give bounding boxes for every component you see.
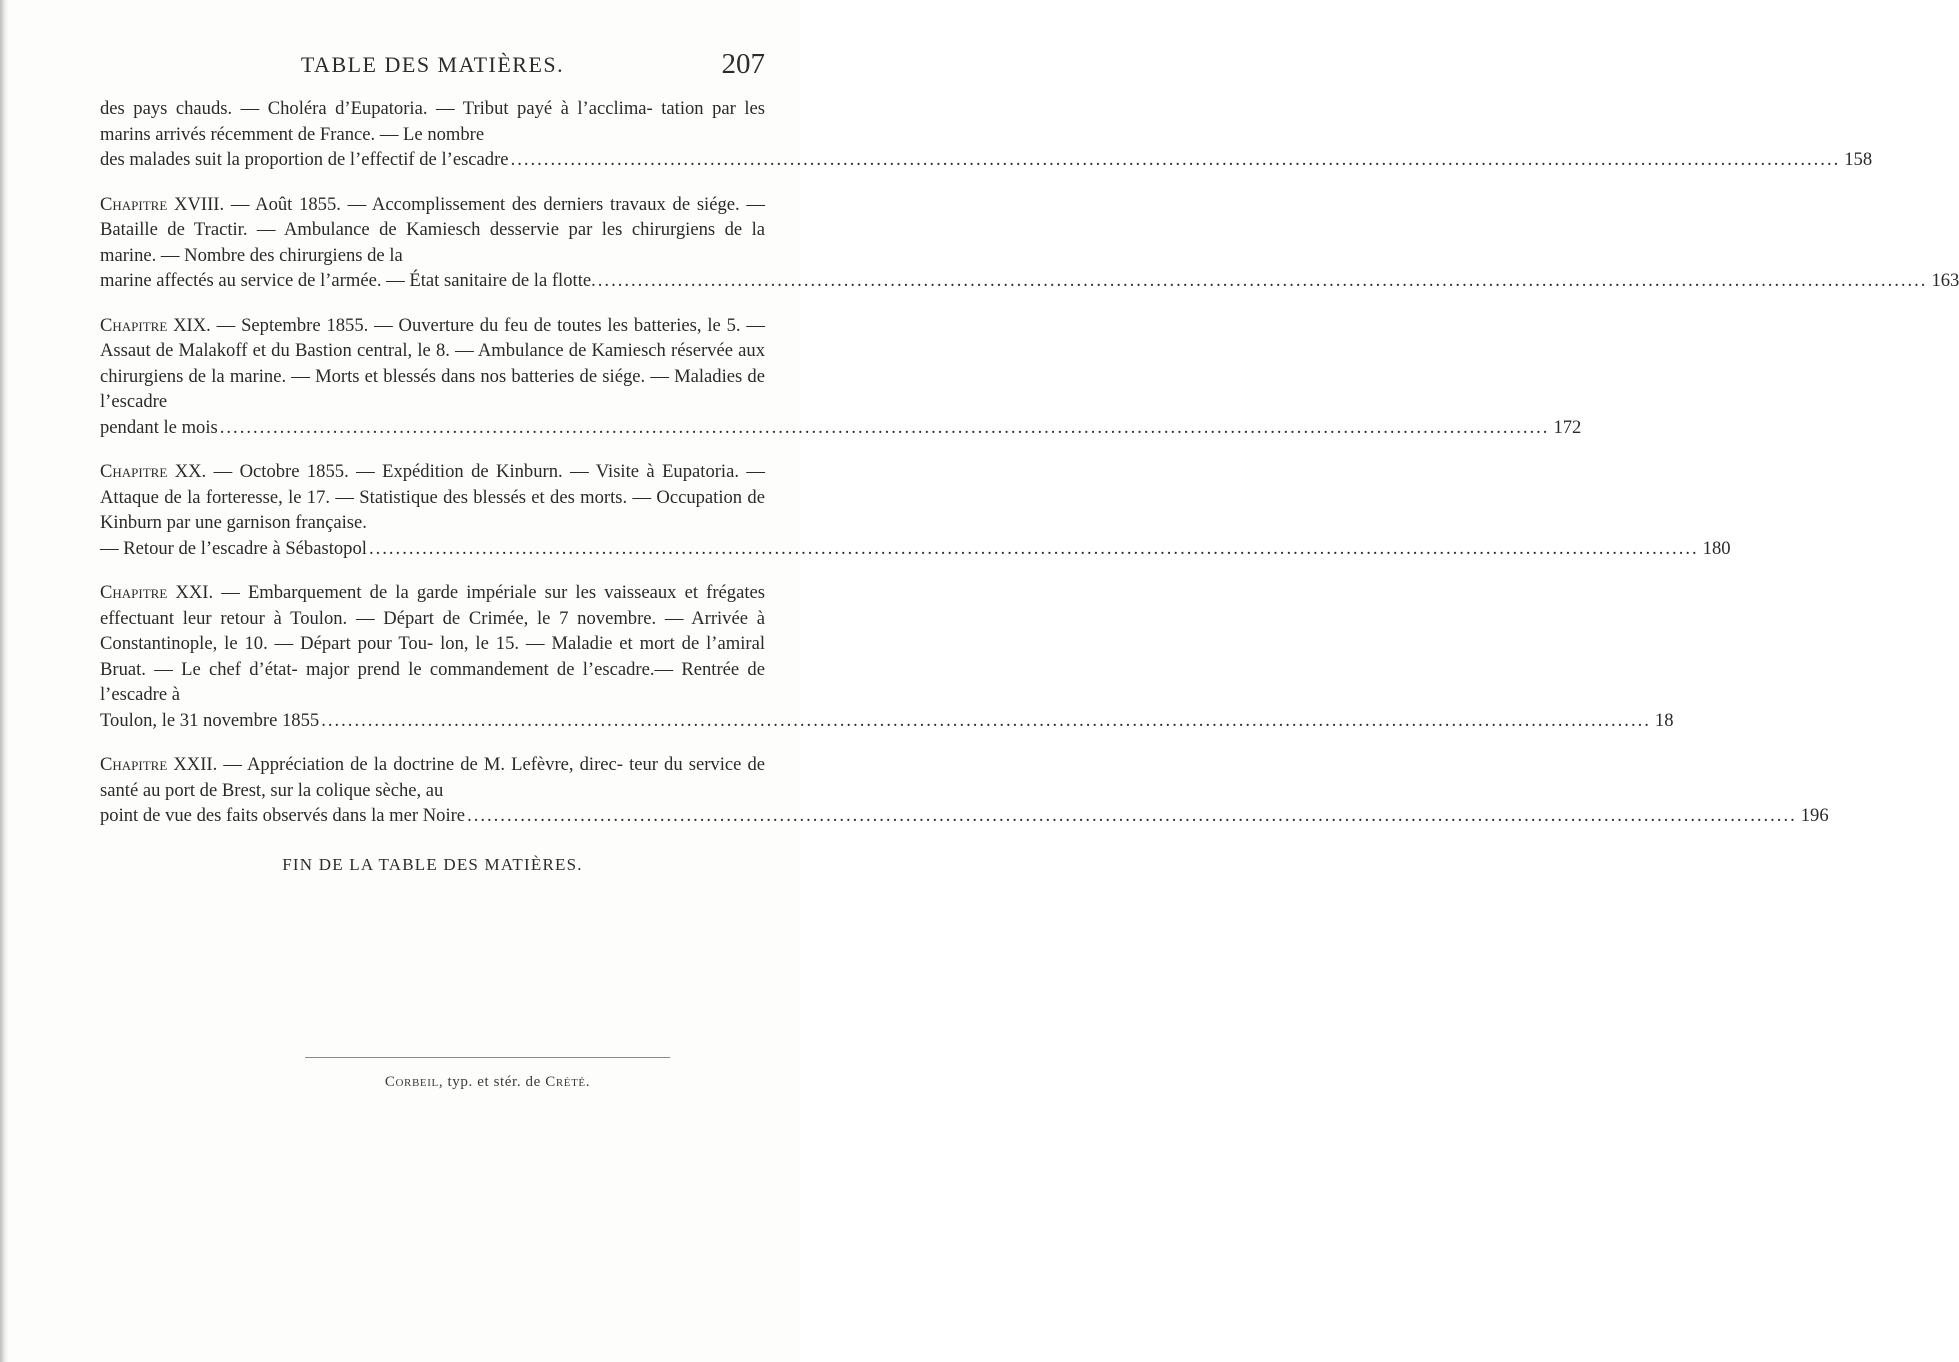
entry-line: — Embarquement de la garde impériale sur les vaisseaux	[213, 582, 677, 603]
entry-page-number: 196	[1800, 805, 1829, 826]
entry-last-text: des malades suit la proportion de l’effectif de l’escadre	[100, 149, 509, 170]
entry-line: Ambulance de Kamiesch réservée aux chirurgiens de la marine. —	[100, 340, 765, 387]
toc-entry-text	[100, 96, 765, 147]
toc-entry	[100, 752, 1829, 829]
chapter-label: Chapitre XXI.	[100, 582, 214, 603]
entry-line: Eupatoria. — Attaque de la forteresse, le 17. — Statistique des blessés	[100, 461, 765, 508]
entry-line: — Septembre 1855. — Ouverture du feu de toutes les	[210, 314, 629, 336]
entry-line: par les chirurgiens de la marine. — Nombre des chirurgiens de la	[100, 219, 765, 266]
running-title: TABLE DES MATIÈRES.	[300, 52, 565, 77]
imprint-city: Corbeil	[384, 1074, 439, 1090]
chapter-label: Chapitre XXII.	[100, 754, 218, 775]
page-gutter-shadow	[0, 0, 8, 1362]
entry-last-text: pendant le mois	[100, 416, 218, 438]
imprint-middle: , typ. et stér. de	[438, 1074, 546, 1090]
entry-line: — Octobre 1855. — Expédition de Kinburn. — Visite à	[206, 461, 655, 482]
entry-line: Morts et blessés dans nos batteries de siége. — Maladies de l’escadre	[100, 365, 765, 412]
entry-page-number: 163	[1931, 270, 1959, 291]
dot-leader: ........................................................................................................................................................................................................	[597, 270, 1928, 291]
imprint-divider	[305, 1057, 670, 1058]
dot-leader: ........................................................................................................................................................................................................	[219, 416, 1550, 438]
entry-line: 7 novembre. — Arrivée à Constantinople, le 10. — Départ pour Tou-	[100, 607, 765, 654]
dot-leader: ........................................................................................................................................................................................................	[368, 537, 1699, 559]
entry-line: lon, le 15. — Maladie et mort de l’amiral Bruat. — Le chef d’état-	[100, 633, 765, 680]
entry-line: — Appréciation de la doctrine de M. Lefèvre, direc-	[217, 754, 623, 775]
entry-line: batteries, le 5. — Assaut de Malakoff et du Bastion central, le 8. —	[100, 314, 765, 361]
entry-line: des pays chauds. — Choléra d’Eupatoria. — Tribut payé à l’acclima-	[100, 98, 653, 119]
entry-page-number: 158	[1844, 149, 1873, 170]
entry-last-text: — Retour de l’escadre à Sébastopol	[100, 537, 367, 559]
entry-line: et frégates effectuant leur retour à Toulon. — Départ de Crimée, le	[100, 582, 765, 629]
entry-line: teur du service de santé au port de Brest, sur la colique sèche, au	[100, 754, 766, 801]
dot-leader: ........................................................................................................................................................................................................	[467, 805, 1797, 826]
chapter-label: Chapitre XX.	[100, 461, 207, 482]
chapter-label: Chapitre XVIII.	[100, 193, 225, 215]
entry-last-text: point de vue des faits observés dans la mer Noire	[100, 805, 466, 826]
toc-entry-text	[100, 580, 765, 708]
table-of-contents	[100, 96, 1959, 848]
toc-entry	[100, 192, 1959, 294]
dot-leader: ........................................................................................................................................................................................................	[510, 149, 1841, 170]
page-header	[100, 48, 765, 88]
end-of-table-note: FIN DE LA TABLE DES MATIÈRES.	[282, 855, 583, 874]
entry-line: et des morts. — Occupation de Kinburn par une garnison française.	[100, 486, 765, 533]
toc-entry-text	[100, 313, 765, 415]
entry-last-line	[100, 803, 1829, 829]
entry-line: — Août 1855. — Accomplissement des derniers travaux	[224, 193, 666, 215]
entry-line: de siége. — Bataille de Tractir. — Ambulance de Kamiesch desservie	[100, 193, 765, 240]
entry-last-line	[100, 147, 1873, 173]
entry-last-text: Toulon, le 31 novembre 1855	[100, 709, 320, 731]
entry-page-number: 172	[1553, 416, 1582, 438]
entry-line: major prend le commandement de l’escadre.— Rentrée de l’escadre à	[100, 658, 765, 705]
toc-entry-text	[100, 752, 765, 803]
toc-entry-text	[100, 459, 765, 536]
imprint-printer: Crété.	[545, 1074, 591, 1090]
entry-last-line	[100, 536, 1731, 562]
toc-entry-text	[100, 192, 765, 269]
entry-last-line	[100, 708, 1674, 734]
toc-entry	[100, 96, 1873, 173]
chapter-label: Chapitre XIX.	[100, 314, 211, 336]
printer-imprint	[305, 1074, 670, 1091]
entry-page-number: 180	[1702, 537, 1731, 559]
page-number: 207	[721, 48, 765, 80]
entry-last-line	[100, 268, 1959, 294]
entry-page-number: 18	[1654, 709, 1674, 731]
toc-entry	[100, 313, 1582, 441]
entry-last-line	[100, 415, 1582, 441]
toc-entry	[100, 459, 1731, 561]
toc-entry	[100, 580, 1674, 733]
entry-last-text: marine affectés au service de l’armée. — État sanitaire de la flotte.	[100, 270, 596, 291]
entry-line: tation par les marins arrivés récemment de France. — Le nombre	[100, 98, 765, 145]
dot-leader: ........................................................................................................................................................................................................	[321, 709, 1651, 731]
